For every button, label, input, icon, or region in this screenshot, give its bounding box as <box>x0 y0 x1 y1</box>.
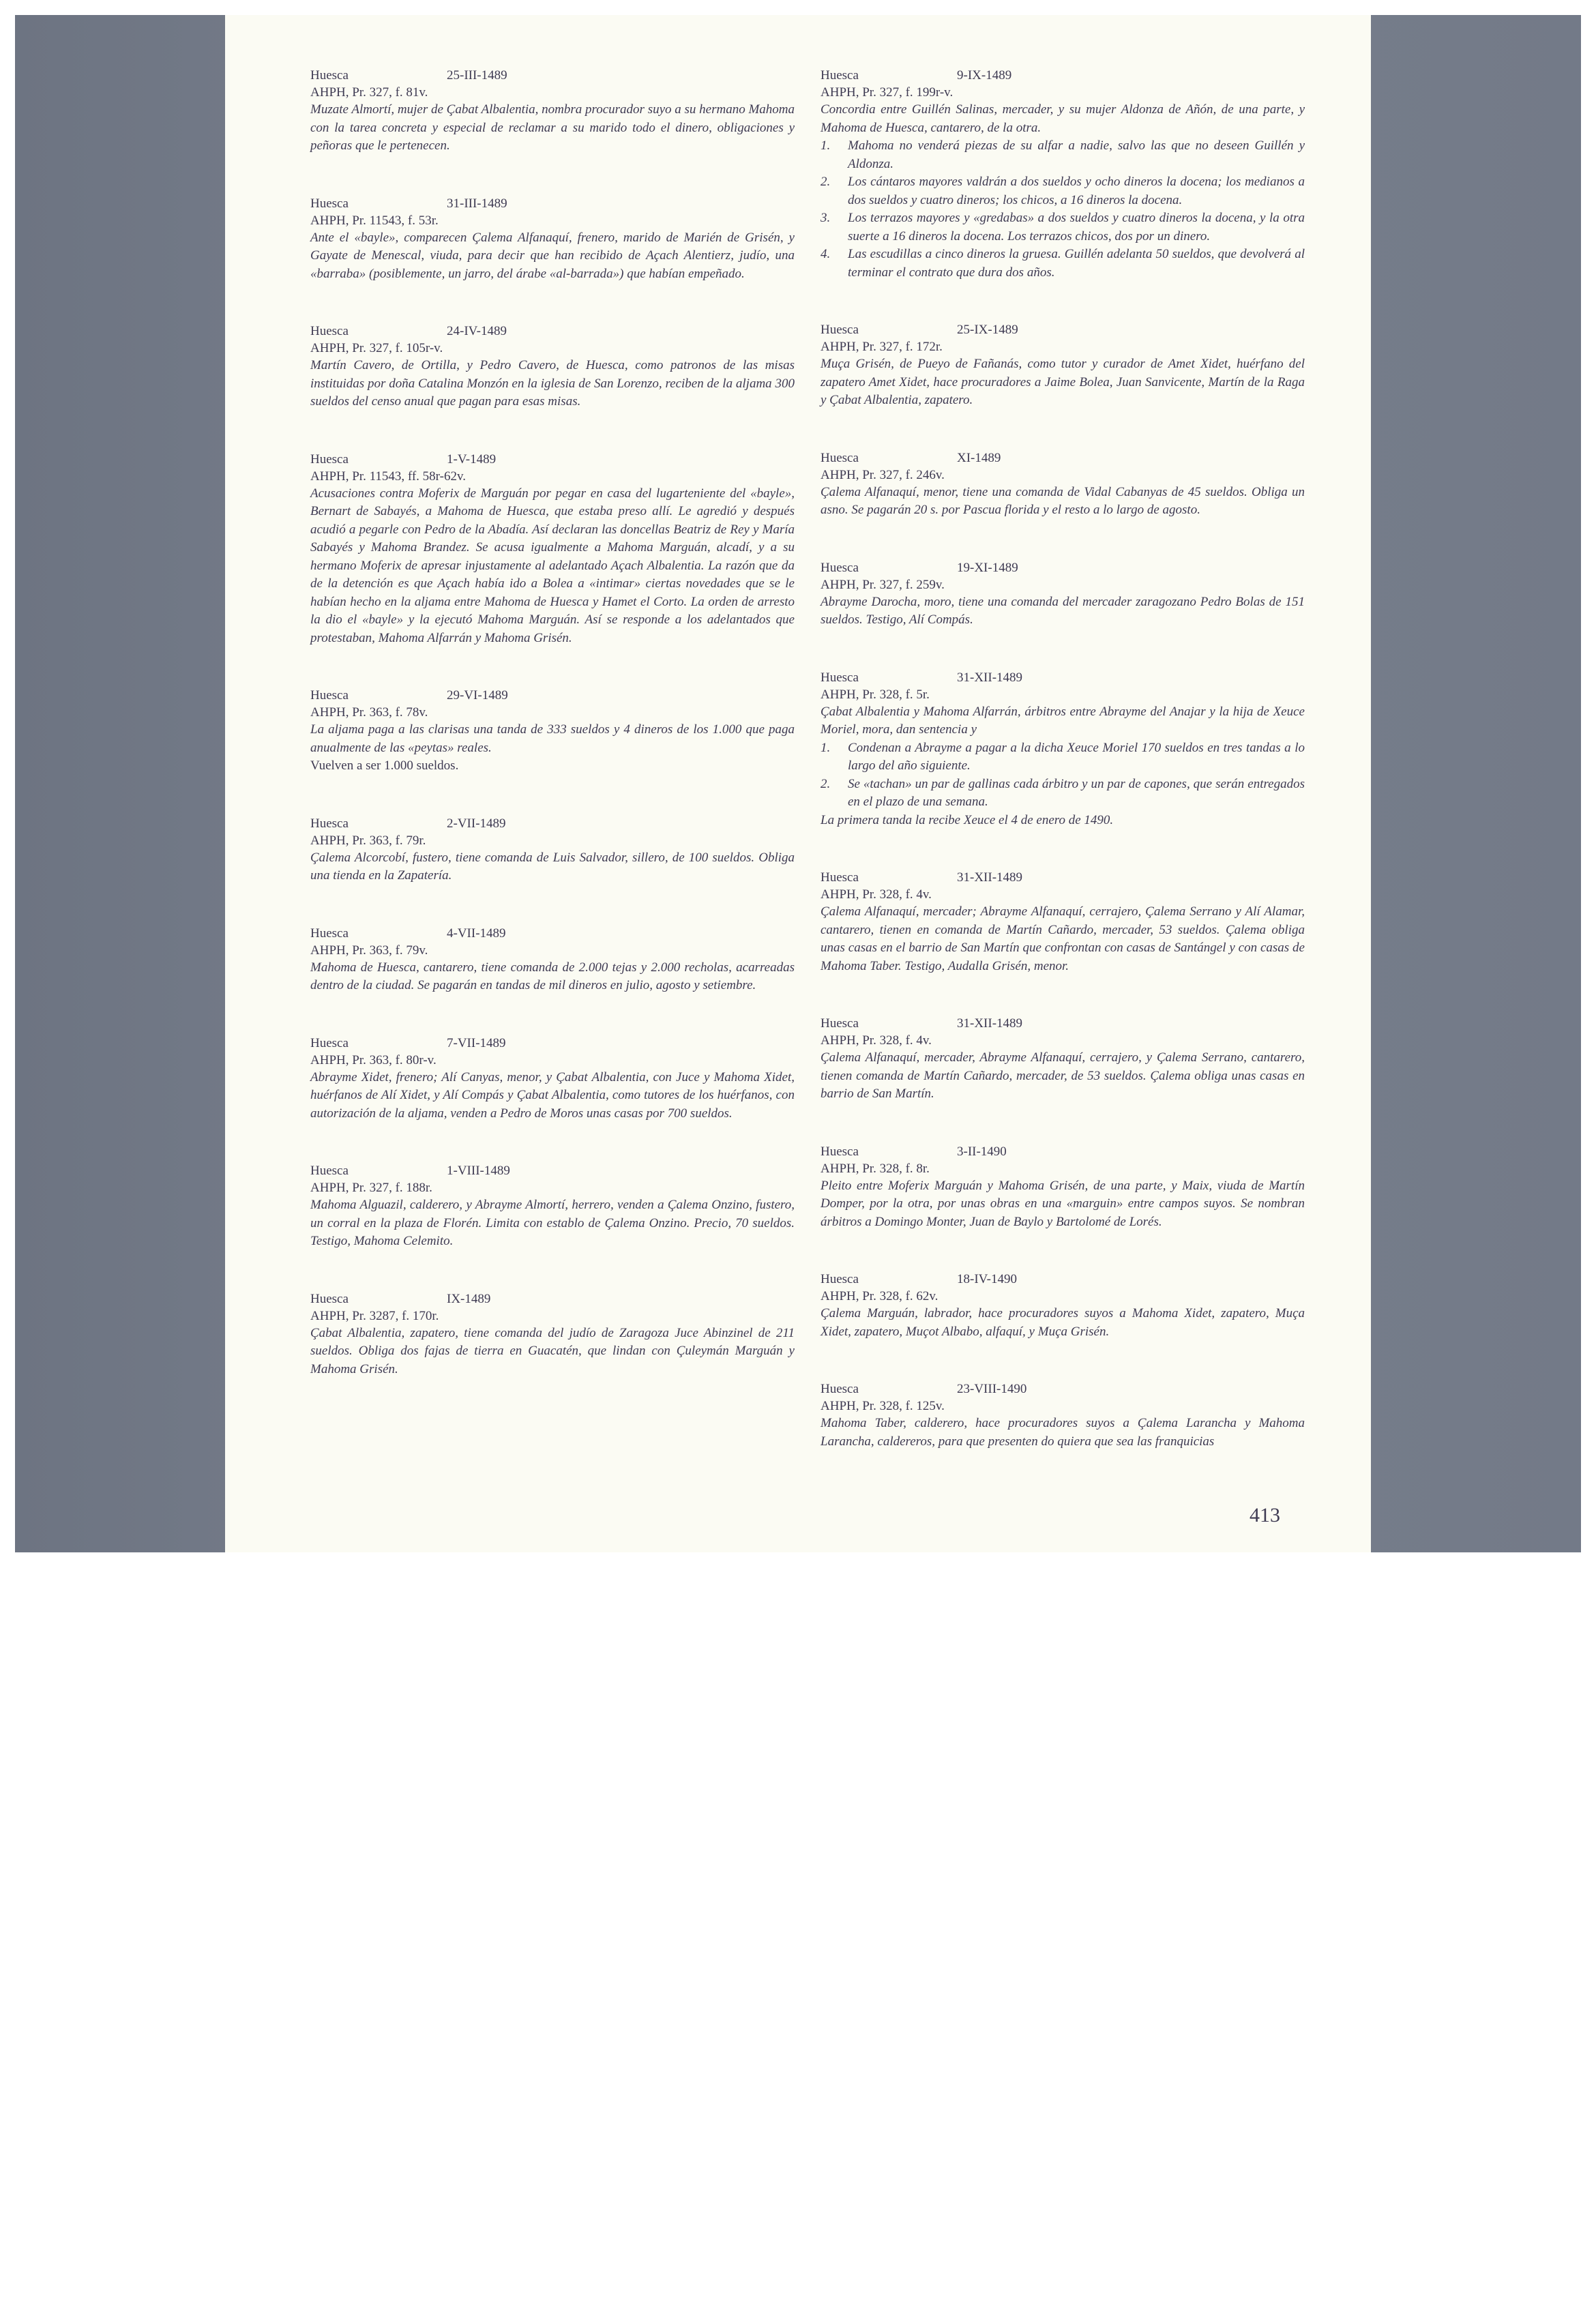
entry-date: 18-IV-1490 <box>957 1272 1017 1286</box>
entry-header <box>821 67 1305 84</box>
entry-date: XI-1489 <box>957 450 1001 465</box>
entry-date: 31-III-1489 <box>447 196 507 211</box>
entry-place: Huesca <box>821 68 859 83</box>
list-item-number: 1. <box>821 138 831 153</box>
document-entry <box>821 321 1305 410</box>
entry-header <box>821 1380 1305 1398</box>
entry-summary: Acusaciones contra Moferix de Marguán por pegar en casa del lugarteniente del «bayle», Bernart de Sabayés, a Mahoma de Huesca, que estaba preso allí. Le agredió y después acudió a pegarle con Pedro de la Abadía. Así declaran las doncellas Beatriz de Rey y María Sabayés y Mahoma Brandez. Se acusa igualmente a Mahoma Marguán, alcadí, y a su hermano Moferix de apresar injustamente al adelantado Açach Albalentia. La razón que da de la detención es que Açach había ido a Bolea a «intimar» ciertas novedades que se le habían hecho en la aljama entre Mahoma de Huesca y Hamet el Corto. La orden de arresto la dio el «bayle» y la ejecutó Mahoma Marguán. Así se responde a los adelantados que protestaban, Mahoma Alfarrán y Mahoma Grisén. <box>310 486 795 645</box>
entry-date: 1-V-1489 <box>447 452 497 467</box>
entry-header <box>310 323 795 340</box>
entry-reference: AHPH, Pr. 328, f. 4v. <box>821 887 932 902</box>
entry-reference: AHPH, Pr. 327, f. 199r-v. <box>821 85 954 100</box>
entry-header <box>310 1290 795 1308</box>
entry-summary: Abrayme Darocha, moro, tiene una comanda del mercader zaragozano Pedro Bolas de 151 sueldos. Testigo, Alí Compás. <box>821 594 1305 627</box>
document-entry <box>310 1035 795 1123</box>
entry-summary: Mahoma de Huesca, cantarero, tiene comanda de 2.000 tejas y 2.000 recholas, acarreadas dentro de la ciudad. Se pagarán en tandas de mil dineros en julio, agosto y setiembre. <box>310 960 795 992</box>
document-entry <box>310 323 795 411</box>
entry-note: La primera tanda la recibe Xeuce el 4 de enero de 1490. <box>821 812 1114 827</box>
entry-reference: AHPH, Pr. 327, f. 81v. <box>310 85 428 100</box>
entry-reference: AHPH, Pr. 327, f. 246v. <box>821 467 945 482</box>
entry-summary: Concordia entre Guillén Salinas, mercader, y su mujer Aldonza de Añón, de una parte, y Mahoma de Huesca, cantarero, de la otra. <box>821 102 1305 135</box>
entry-reference: AHPH, Pr. 327, f. 259v. <box>821 577 945 592</box>
entry-header <box>310 195 795 212</box>
entry-summary: Ante el «bayle», comparecen Çalema Alfanaquí, frenero, marido de Marién de Grisén, y Gayate de Menescal, viuda, para decir que han recibido de Açach Alentierz, judío, una «barraba» (posiblemente, un jarro, del árabe «al-barrada») que habían empeñado. <box>310 230 795 281</box>
page-number: 413 <box>1250 1504 1280 1526</box>
entry-reference: AHPH, Pr. 328, f. 5r. <box>821 687 930 702</box>
entry-reference: AHPH, Pr. 327, f. 105r-v. <box>310 341 443 355</box>
list-item <box>821 209 1305 246</box>
entry-date: 19-XI-1489 <box>957 560 1018 575</box>
entry-header <box>821 559 1305 576</box>
entry-place: Huesca <box>310 324 349 338</box>
left-column <box>310 67 795 1418</box>
entry-header <box>310 925 795 942</box>
entry-date: 1-VIII-1489 <box>447 1164 510 1178</box>
document-entry <box>310 815 795 885</box>
entry-date: 25-III-1489 <box>447 68 507 83</box>
entry-date: 23-VIII-1490 <box>957 1382 1027 1396</box>
entry-header <box>821 321 1305 338</box>
entry-header <box>821 1143 1305 1160</box>
document-entry <box>821 869 1305 975</box>
entry-reference: AHPH, Pr. 328, f. 125v. <box>821 1399 945 1413</box>
entry-summary: Muzate Almortí, mujer de Çabat Albalentia, nombra procurador suyo a su hermano Mahoma con la tarea concreta y especial de reclamar a su marido todo el dinero, obligaciones y peñoras que le pertenecen. <box>310 102 795 153</box>
entry-reference: AHPH, Pr. 363, f. 78v. <box>310 705 428 720</box>
entry-summary: Çalema Marguán, labrador, hace procuradores suyos a Mahoma Xidet, zapatero, Muça Xidet, zapatero, Muçot Albabo, alfaquí, y Muça Grisén. <box>821 1306 1305 1339</box>
list-item <box>821 739 1305 776</box>
entry-header <box>821 1015 1305 1032</box>
entry-place: Huesca <box>821 1144 859 1159</box>
document-entry <box>310 1290 795 1379</box>
entry-reference: AHPH, Pr. 363, f. 79v. <box>310 943 428 958</box>
list-item-number: 3. <box>821 211 831 225</box>
document-entry <box>821 1143 1305 1232</box>
entry-header <box>821 869 1305 886</box>
entry-numbered-list <box>821 137 1305 282</box>
entry-date: 24-IV-1489 <box>447 324 507 338</box>
entry-header <box>310 687 795 704</box>
entry-reference: AHPH, Pr. 3287, f. 170r. <box>310 1308 439 1323</box>
entry-header <box>821 449 1305 467</box>
list-item <box>821 137 1305 173</box>
entry-reference: AHPH, Pr. 328, f. 8r. <box>821 1161 930 1176</box>
entry-header <box>310 67 795 84</box>
list-item-text: Los terrazos mayores y «gredabas» a dos sueldos y cuatro dineros la docena, y la otra suerte a 16 dineros la docena. Los terrazos chicos, dos por un dinero. <box>848 211 1305 243</box>
entry-reference: AHPH, Pr. 328, f. 4v. <box>821 1033 932 1048</box>
list-item-text: Se «tachan» un par de gallinas cada árbitro y un par de capones, que serán entregados en el plazo de una semana. <box>848 776 1305 809</box>
list-item-number: 2. <box>821 175 831 189</box>
list-item-text: Condenan a Abrayme a pagar a la dicha Xeuce Moriel 170 sueldos en tres tandas a lo largo del año siguiente. <box>848 740 1305 773</box>
document-entry <box>310 925 795 995</box>
entry-place: Huesca <box>821 560 859 575</box>
entry-reference: AHPH, Pr. 363, f. 79r. <box>310 833 426 848</box>
document-entry <box>821 1015 1305 1104</box>
entry-reference: AHPH, Pr. 11543, f. 53r. <box>310 213 439 228</box>
entry-date: 9-IX-1489 <box>957 68 1012 83</box>
entry-place: Huesca <box>310 926 349 941</box>
entry-date: 7-VII-1489 <box>447 1035 506 1050</box>
document-entry <box>310 687 795 776</box>
document-entry <box>821 559 1305 630</box>
entry-place: Huesca <box>310 1035 349 1050</box>
entry-summary: Çabat Albalentia, zapatero, tiene comanda del judío de Zaragoza Juce Abinzinel de 211 sueldos. Obliga dos fajas de tierra en Guacatén, que lindan con Çuleymán Marguán y Mahoma Grisén. <box>310 1325 795 1376</box>
entry-place: Huesca <box>821 450 859 465</box>
entry-place: Huesca <box>310 68 349 83</box>
entry-summary: Muça Grisén, de Pueyo de Fañanás, como tutor y curador de Amet Xidet, huérfano del zapatero Amet Xidet, hace procuradores a Jaime Bolea, Juan Sanvicente, Martín de la Raga y Çabat Albalentia, zapatero. <box>821 357 1305 407</box>
entry-place: Huesca <box>310 688 349 703</box>
document-entry <box>310 67 795 156</box>
entry-summary: Çalema Alcorcobí, fustero, tiene comanda de Luis Salvador, sillero, de 100 sueldos. Obliga una tienda en la Zapatería. <box>310 850 795 883</box>
list-item <box>821 776 1305 812</box>
list-item-text: Los cántaros mayores valdrán a dos sueldos y ocho dineros la docena; los medianos a dos sueldos y cuatro dineros; los chicos, a 16 dineros la docena. <box>848 175 1305 207</box>
entry-header <box>310 1162 795 1179</box>
entry-place: Huesca <box>821 323 859 337</box>
entry-reference: AHPH, Pr. 327, f. 172r. <box>821 340 943 354</box>
entry-place: Huesca <box>310 196 349 211</box>
entry-date: 31-XII-1489 <box>957 670 1023 685</box>
right-column <box>821 67 1305 1490</box>
entry-date: 31-XII-1489 <box>957 1016 1023 1031</box>
entry-date: 4-VII-1489 <box>447 926 506 941</box>
entry-reference: AHPH, Pr. 11543, ff. 58r-62v. <box>310 469 466 484</box>
list-item-number: 2. <box>821 776 831 791</box>
entry-place: Huesca <box>821 670 859 685</box>
entry-place: Huesca <box>821 870 859 885</box>
list-item-number: 4. <box>821 247 831 261</box>
document-entry <box>310 195 795 284</box>
document-entry <box>821 669 1305 830</box>
entry-date: 31-XII-1489 <box>957 870 1023 885</box>
entry-summary: Pleito entre Moferix Marguán y Mahoma Grisén, de una parte, y Maix, viuda de Martín Domper, por la otra, por unas obras en una «marguin» entre campos suyos. Se nombran árbitros a Domingo Monter, Juan de Baylo y Bartolomé de Lorés. <box>821 1178 1305 1229</box>
list-item-text: Mahoma no venderá piezas de su alfar a nadie, salvo las que no deseen Guillén y Aldonza. <box>848 138 1305 171</box>
entry-header <box>310 815 795 832</box>
entry-summary: Mahoma Taber, calderero, hace procuradores suyos a Çalema Larancha y Mahoma Larancha, caldereros, para que presenten do quiera que sea las franquicias <box>821 1416 1305 1449</box>
entry-reference: AHPH, Pr. 363, f. 80r-v. <box>310 1052 437 1067</box>
entry-date: IX-1489 <box>447 1291 491 1306</box>
entry-note: Vuelven a ser 1.000 sueldos. <box>310 758 459 773</box>
list-item-number: 1. <box>821 740 831 755</box>
entry-date: 29-VI-1489 <box>447 688 508 703</box>
entry-summary: Çabat Albalentia y Mahoma Alfarrán, árbitros entre Abrayme del Anajar y la hija de Xeuce Moriel, mora, dan sentencia y <box>821 704 1305 737</box>
entry-place: Huesca <box>821 1272 859 1286</box>
entry-place: Huesca <box>310 816 349 831</box>
entry-summary: Çalema Alfanaquí, menor, tiene una comanda de Vidal Cabanyas de 45 sueldos. Obliga un asno. Se pagarán 20 s. por Pascua florida y el resto a lo largo de agosto. <box>821 484 1305 517</box>
entry-date: 25-IX-1489 <box>957 323 1018 337</box>
list-item-text: Las escudillas a cinco dineros la gruesa. Guillén adelanta 50 sueldos, que devolverá al terminar el contrato que dura dos años. <box>848 247 1305 280</box>
entry-place: Huesca <box>821 1382 859 1396</box>
entry-header <box>310 451 795 468</box>
entry-reference: AHPH, Pr. 328, f. 62v. <box>821 1289 939 1303</box>
entry-summary: La aljama paga a las clarisas una tanda de 333 sueldos y 4 dineros de los 1.000 que paga anualmente de las «peytas» reales. <box>310 722 795 755</box>
entry-place: Huesca <box>310 1164 349 1178</box>
entry-header <box>821 669 1305 686</box>
entry-reference: AHPH, Pr. 327, f. 188r. <box>310 1181 432 1195</box>
entry-place: Huesca <box>821 1016 859 1031</box>
entry-place: Huesca <box>310 1291 349 1306</box>
entry-header <box>310 1035 795 1052</box>
entry-summary: Çalema Alfanaquí, mercader, Abrayme Alfanaquí, cerrajero, y Çalema Serrano, cantarero, tienen comanda de Martín Cañardo, mercader, de 53 sueldos. Çalema obliga unas casas en barrio de San Martín. <box>821 1050 1305 1101</box>
document-entry <box>821 449 1305 520</box>
entry-numbered-list <box>821 739 1305 812</box>
document-entry <box>310 451 795 648</box>
list-item <box>821 246 1305 282</box>
entry-header <box>821 1271 1305 1288</box>
document-entry <box>821 1380 1305 1451</box>
document-entry <box>821 67 1305 282</box>
entry-date: 2-VII-1489 <box>447 816 506 831</box>
entry-summary: Mahoma Alguazil, calderero, y Abrayme Almortí, herrero, venden a Çalema Onzino, fustero, un corral en la plaza de Florén. Limita con establo de Çalema Onzino. Precio, 70 sueldos. Testigo, Mahoma Celemito. <box>310 1198 795 1248</box>
document-entry <box>821 1271 1305 1341</box>
entry-summary: Çalema Alfanaquí, mercader; Abrayme Alfanaquí, cerrajero, Çalema Serrano y Alí Alamar, cantarero, tienen en comanda de Martín Cañardo, mercader, 53 sueldos. Çalema obliga unas casas en el barrio de San Martín que confrontan con casas de Santángel y con casas de Mahoma Taber. Testigo, Audalla Grisén, menor. <box>821 904 1305 973</box>
document-entry <box>310 1162 795 1251</box>
entry-place: Huesca <box>310 452 349 467</box>
list-item <box>821 173 1305 209</box>
entry-summary: Abrayme Xidet, frenero; Alí Canyas, menor, y Çabat Albalentia, con Juce y Mahoma Xidet, huérfanos de Alí Xidet, y Alí Compás y Çabat Albalentia, como tutores de los huérfanos, con autorización de la aljama, venden a Pedro de Moros unas casas por 700 sueldos. <box>310 1069 795 1121</box>
entry-summary: Martín Cavero, de Ortilla, y Pedro Cavero, de Huesca, como patronos de las misas instituidas por doña Catalina Monzón en la iglesia de San Lorenzo, reciben de la aljama 300 sueldos del censo anual que pagan para esas misas. <box>310 358 795 409</box>
entry-date: 3-II-1490 <box>957 1144 1007 1159</box>
